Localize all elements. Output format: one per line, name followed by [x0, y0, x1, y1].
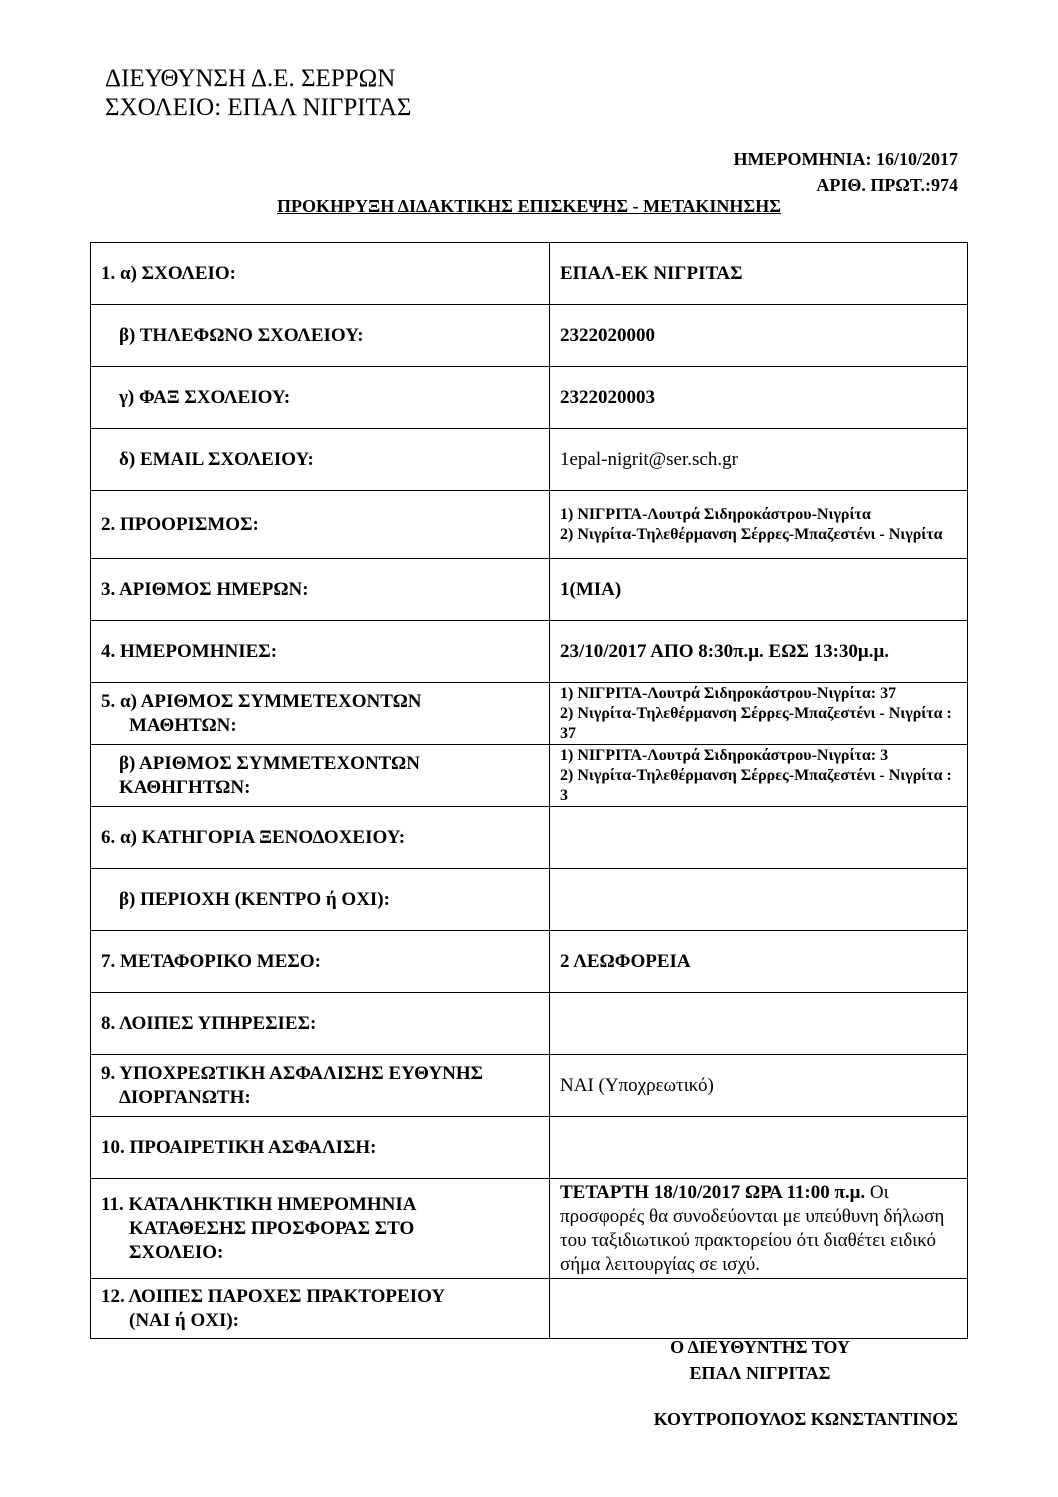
- students-value-1: 1) ΝΙΓΡΙΤΑ-Λουτρά Σιδηροκάστρου-Νιγρίτα: 37: [560, 684, 897, 702]
- table-row: [91, 869, 968, 931]
- table-row: [91, 1117, 968, 1179]
- agency-label-2: (ΝΑΙ ή ΟΧΙ):: [129, 1309, 240, 1331]
- signatory-name: ΚΟΥΤΡΟΠΟΥΛΟΣ ΚΩΝΣΤΑΝΤΙΝΟΣ: [653, 1409, 958, 1429]
- optional-insurance-label: 10. ΠΡΟΑΙΡΕΤΙΚΗ ΑΣΦΑΛΙΣΗ:: [91, 1117, 550, 1179]
- deadline-label-1: 11. ΚΑΤΑΛΗΚΤΙΚΗ ΗΜΕΡΟΜΗΝΙΑ: [101, 1193, 417, 1215]
- days-value: 1(ΜΙΑ): [550, 559, 968, 621]
- insurance-label-cell: [91, 1055, 550, 1117]
- fax-label: γ) ΦΑΞ ΣΧΟΛΕΙΟΥ:: [119, 386, 291, 408]
- students-value-2: 2) Νιγρίτα-Τηλεθέρμανση Σέρρες-Μπαζεστένι - Νιγρίτα : 37: [560, 704, 952, 742]
- optional-insurance-value: [550, 1117, 968, 1179]
- insurance-label-2: ΔΙΟΡΓΑΝΩΤΗ:: [119, 1086, 251, 1108]
- agency-value: [550, 1279, 968, 1339]
- announcement-table: [90, 242, 968, 1339]
- document-meta: [734, 146, 958, 198]
- hotel-label: 6. α) ΚΑΤΗΓΟΡΙΑ ΞΕΝΟΔΟΧΕΙΟΥ:: [91, 807, 550, 869]
- table-row: [91, 807, 968, 869]
- table-row: [91, 1055, 968, 1117]
- agency-label-1: 12. ΛΟΙΠΕΣ ΠΑΡΟΧΕΣ ΠΡΑΚΤΟΡΕΙΟΥ: [101, 1285, 446, 1307]
- dates-value: 23/10/2017 ΑΠΟ 8:30π.μ. ΕΩΣ 13:30μ.μ.: [550, 621, 968, 683]
- table-row: [91, 993, 968, 1055]
- teachers-label-2: ΚΑΘΗΓΗΤΩΝ:: [119, 776, 251, 798]
- teachers-value-cell: [550, 745, 968, 807]
- table-row: [91, 683, 968, 745]
- deadline-value-cell: [550, 1179, 968, 1279]
- students-label-2: ΜΑΘΗΤΩΝ:: [129, 714, 237, 736]
- deadline-value-rest: Οι προσφορές θα συνοδεύονται με υπεύθυνη δήλωση του ταξιδιωτικού πρακτορείου ότι διαθέτει ειδικό σήμα λειτουργίας σε ισχύ.: [560, 1181, 945, 1275]
- students-value-cell: [550, 683, 968, 745]
- table-row: [91, 1179, 968, 1279]
- insurance-label-1: 9. ΥΠΟΧΡΕΩΤΙΚΗ ΑΣΦΑΛΙΣΗΣ ΕΥΘΥΝΗΣ: [101, 1062, 484, 1084]
- table-row: [91, 305, 968, 367]
- days-label: 3. ΑΡΙΘΜΟΣ ΗΜΕΡΩΝ:: [91, 559, 550, 621]
- document-date: ΗΜΕΡΟΜΗΝΙΑ: 16/10/2017: [733, 149, 958, 169]
- insurance-value: ΝΑΙ (Υποχρεωτικό): [560, 1074, 714, 1096]
- phone-label-cell: [91, 305, 550, 367]
- deadline-label-cell: [91, 1179, 550, 1279]
- phone-value: 2322020000: [550, 305, 968, 367]
- teachers-label-cell: [91, 745, 550, 807]
- fax-label-cell: [91, 367, 550, 429]
- directorate-line: ΔΙΕΥΘΥΝΣΗ Δ.Ε. ΣΕΡΡΩΝ: [105, 65, 396, 92]
- signature-title: Ο ΔΙΕΥΘΥΝΤΗΣ ΤΟΥ: [670, 1337, 850, 1357]
- email-label-cell: [91, 429, 550, 491]
- deadline-label-2: ΚΑΤΑΘΕΣΗΣ ΠΡΟΣΦΟΡΑΣ ΣΤΟ: [129, 1217, 415, 1239]
- services-label: 8. ΛΟΙΠΕΣ ΥΠΗΡΕΣΙΕΣ:: [91, 993, 550, 1055]
- area-label: β) ΠΕΡΙΟΧΗ (ΚΕΝΤΡΟ ή ΟΧΙ):: [119, 888, 390, 910]
- destination-label: 2. ΠΡΟΟΡΙΣΜΟΣ:: [91, 491, 550, 559]
- document-header: [105, 64, 411, 122]
- dates-label: 4. ΗΜΕΡΟΜΗΝΙΕΣ:: [91, 621, 550, 683]
- school-line: ΣΧΟΛΕΙΟ: ΕΠΑΛ ΝΙΓΡΙΤΑΣ: [105, 94, 412, 121]
- teachers-label-1: β) ΑΡΙΘΜΟΣ ΣΥΜΜΕΤΕΧΟΝΤΩΝ: [119, 752, 420, 774]
- email-value-cell: [550, 429, 968, 491]
- table-row: [91, 1279, 968, 1339]
- hotel-value: [550, 807, 968, 869]
- teachers-value-1: 1) ΝΙΓΡΙΤΑ-Λουτρά Σιδηροκάστρου-Νιγρίτα: 3: [560, 746, 889, 764]
- deadline-value-bold: ΤΕΤΑΡΤΗ 18/10/2017 ΩΡΑ 11:00 π.μ.: [560, 1181, 866, 1203]
- school-label: 1. α) ΣΧΟΛΕΙΟ:: [91, 243, 550, 305]
- destination-value-2: 2) Νιγρίτα-Τηλεθέρμανση Σέρρες-Μπαζεστένι - Νιγρίτα: [560, 525, 943, 543]
- email-label: δ) EMAIL ΣΧΟΛΕΙΟΥ:: [119, 448, 314, 470]
- signature-school: ΕΠΑΛ ΝΙΓΡΙΤΑΣ: [689, 1363, 831, 1383]
- students-label-1: 5. α) ΑΡΙΘΜΟΣ ΣΥΜΜΕΤΕΧΟΝΤΩΝ: [101, 690, 422, 712]
- school-value: ΕΠΑΛ-ΕΚ ΝΙΓΡΙΤΑΣ: [550, 243, 968, 305]
- table-row: [91, 367, 968, 429]
- insurance-value-cell: [550, 1055, 968, 1117]
- table-row: [91, 243, 968, 305]
- fax-value: 2322020003: [550, 367, 968, 429]
- table-row: [91, 491, 968, 559]
- email-value: 1epal-nigrit@ser.sch.gr: [560, 448, 738, 470]
- table-row: [91, 429, 968, 491]
- services-value: [550, 993, 968, 1055]
- document-title: ΠΡΟΚΗΡΥΞΗ ΔΙΔΑΚΤΙΚΗΣ ΕΠΙΣΚΕΨΗΣ - ΜΕΤΑΚΙΝΗΣΗΣ: [277, 196, 781, 216]
- teachers-value-2: 2) Νιγρίτα-Τηλεθέρμανση Σέρρες-Μπαζεστένι - Νιγρίτα : 3: [560, 766, 952, 804]
- destination-value-1: 1) ΝΙΓΡΙΤΑ-Λουτρά Σιδηροκάστρου-Νιγρίτα: [560, 505, 871, 523]
- destination-value-cell: [550, 491, 968, 559]
- table-row: [91, 559, 968, 621]
- agency-label-cell: [91, 1279, 550, 1339]
- area-label-cell: [91, 869, 550, 931]
- transport-label: 7. ΜΕΤΑΦΟΡΙΚΟ ΜΕΣΟ:: [91, 931, 550, 993]
- students-label-cell: [91, 683, 550, 745]
- protocol-number: ΑΡΙΘ. ΠΡΩΤ.:974: [816, 175, 958, 195]
- phone-label: β) ΤΗΛΕΦΩΝΟ ΣΧΟΛΕΙΟΥ:: [119, 324, 364, 346]
- deadline-label-3: ΣΧΟΛΕΙΟ:: [129, 1241, 224, 1263]
- table-row: [91, 621, 968, 683]
- signature-block: [650, 1334, 870, 1386]
- area-value: [550, 869, 968, 931]
- transport-value: 2 ΛΕΩΦΟΡΕΙΑ: [550, 931, 968, 993]
- table-row: [91, 745, 968, 807]
- table-row: [91, 931, 968, 993]
